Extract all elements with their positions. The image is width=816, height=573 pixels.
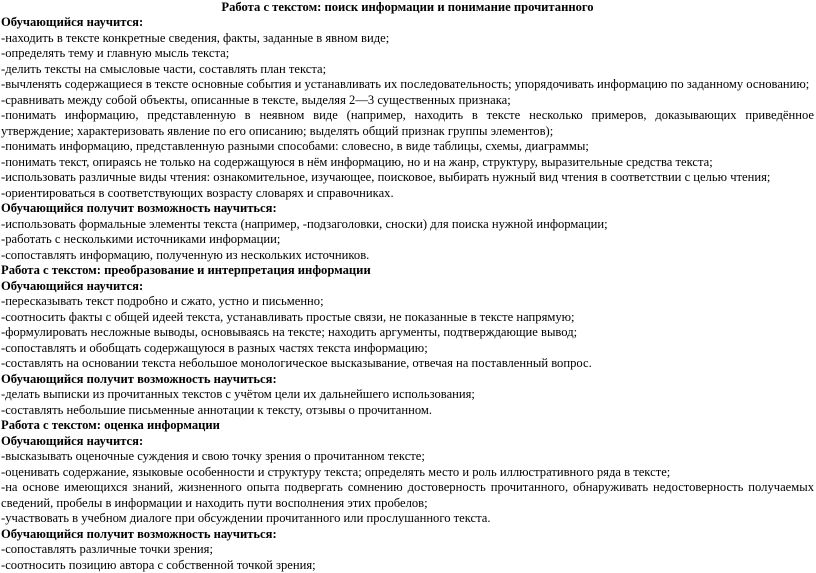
list-item: -ориентироваться в соответствующих возрасту словарях и справочниках. (1, 186, 814, 202)
list-item: -находить в тексте конкретные сведения, факты, заданные в явном виде; (1, 31, 814, 47)
list-item: -высказывать оценочные суждения и свою точку зрения о прочитанном тексте; (1, 449, 814, 465)
list-item: -определять тему и главную мысль текста; (1, 46, 814, 62)
list-item: -делать выписки из прочитанных текстов с учётом цели их дальнейшего использования; (1, 387, 814, 403)
list-item: -участвовать в учебном диалоге при обсуждении прочитанного или прослушанного текста. (1, 511, 814, 527)
section-heading: Обучающийся научится: (1, 279, 814, 295)
list-item: -соотносить позицию автора с собственной точкой зрения; (1, 558, 814, 573)
list-item: -составлять небольшие письменные аннотации к тексту, отзывы о прочитанном. (1, 403, 814, 419)
list-item: -составлять на основании текста небольшое монологическое высказывание, отвечая на поставленный вопрос. (1, 356, 814, 372)
list-item: -сопоставлять информацию, полученную из нескольких источников. (1, 248, 814, 264)
list-item: -формулировать несложные выводы, основываясь на тексте; находить аргументы, подтверждающие вывод; (1, 325, 814, 341)
section-heading: Обучающийся получит возможность научиться: (1, 372, 814, 388)
section-heading: Работа с текстом: оценка информации (1, 418, 814, 434)
section-heading: Обучающийся научится: (1, 434, 814, 450)
list-item: -вычленять содержащиеся в тексте основные события и устанавливать их последовательность; упорядочивать информацию по заданному основанию; (1, 77, 814, 93)
list-item: -использовать формальные элементы текста (например, -подзаголовки, сноски) для поиска нужной информации; (1, 217, 814, 233)
list-item: -сопоставлять различные точки зрения; (1, 542, 814, 558)
list-item: -делить тексты на смысловые части, составлять план текста; (1, 62, 814, 78)
list-item: -сравнивать между собой объекты, описанные в тексте, выделяя 2—3 существенных признака; (1, 93, 814, 109)
list-item: -понимать текст, опираясь не только на содержащуюся в нём информацию, но и на жанр, структуру, выразительные средства текста; (1, 155, 814, 171)
document-title: Работа с текстом: поиск информации и понимание прочитанного (1, 0, 814, 15)
list-item: -работать с несколькими источниками информации; (1, 232, 814, 248)
list-item: -сопоставлять и обобщать содержащуюся в разных частях текста информацию; (1, 341, 814, 357)
list-item: -использовать различные виды чтения: ознакомительное, изучающее, поисковое, выбирать нужный вид чтения в соответствии с целью чтения; (1, 170, 814, 186)
list-item: -пересказывать текст подробно и сжато, устно и письменно; (1, 294, 814, 310)
list-item: -оценивать содержание, языковые особенности и структуру текста; определять место и роль иллюстративного ряда в тексте; (1, 465, 814, 481)
section-heading: Работа с текстом: преобразование и интерпретация информации (1, 263, 814, 279)
document-body (1, 15, 814, 573)
list-item: -понимать информацию, представленную разными способами: словесно, в виде таблицы, схемы, диаграммы; (1, 139, 814, 155)
list-item: -понимать информацию, представленную в неявном виде (например, находить в тексте несколько примеров, доказывающих приведённое утверждение; характеризовать явление по его описанию; выделять общий признак группы элементов); (1, 108, 814, 139)
section-heading: Обучающийся получит возможность научиться: (1, 527, 814, 543)
section-heading: Обучающийся получит возможность научиться: (1, 201, 814, 217)
list-item: -соотносить факты с общей идеей текста, устанавливать простые связи, не показанные в тексте напрямую; (1, 310, 814, 326)
list-item: -на основе имеющихся знаний, жизненного опыта подвергать сомнению достоверность прочитанного, обнаруживать недостоверность получаемых сведений, пробелы в информации и находить пути восполнения этих пробелов; (1, 480, 814, 511)
section-heading: Обучающийся научится: (1, 15, 814, 31)
